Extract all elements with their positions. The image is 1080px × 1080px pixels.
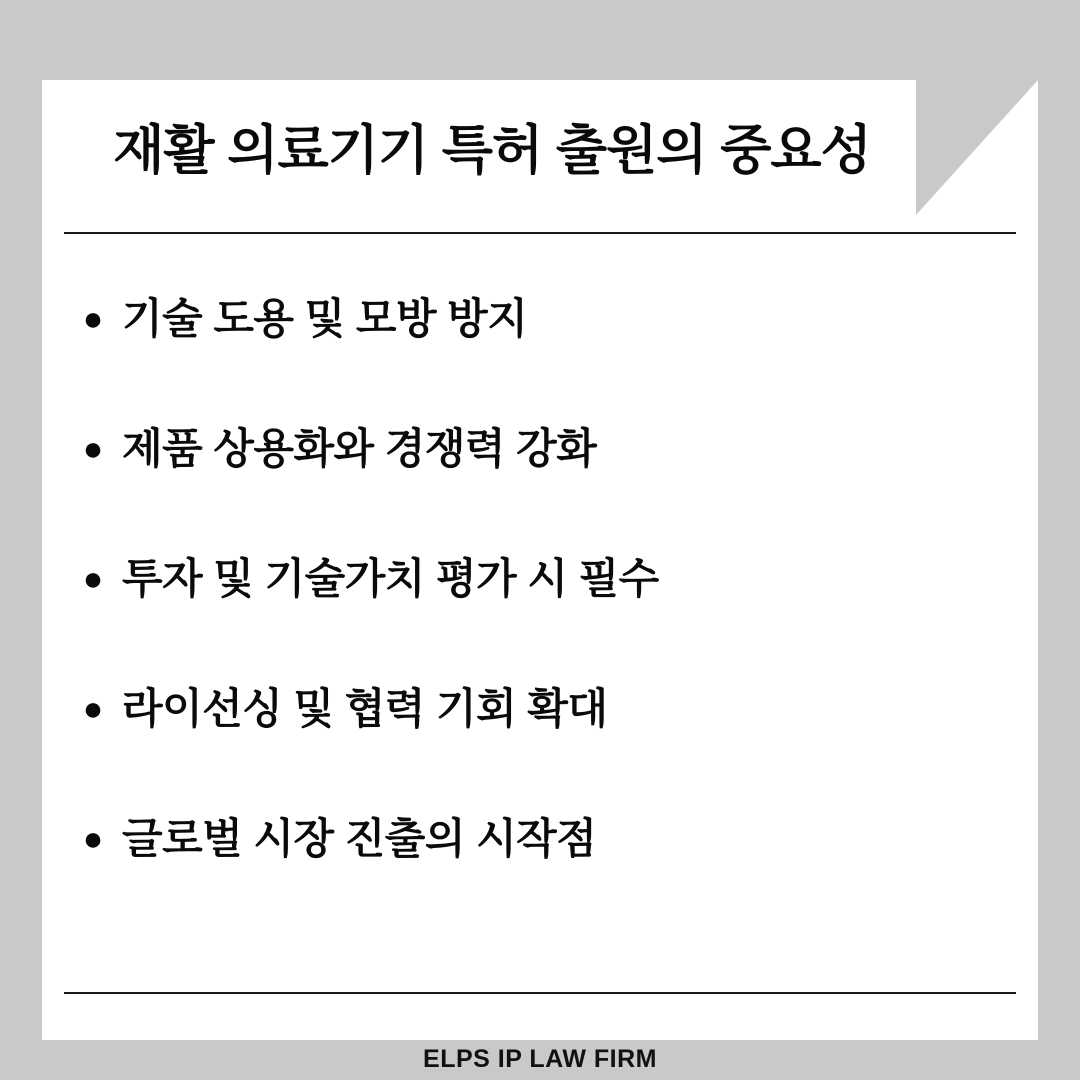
list-item-label: 라이선싱 및 협력 기회 확대: [122, 685, 608, 732]
bullet-dot-icon: ●: [82, 560, 104, 598]
bullet-list: [64, 290, 1014, 940]
slide-card: [42, 80, 1038, 1040]
bullet-dot-icon: ●: [82, 820, 104, 858]
list-item: [64, 420, 1014, 550]
divider-top: [64, 232, 1016, 234]
list-item: [64, 810, 1014, 940]
page-title: 재활 의료기기 특허 출원의 중요성: [113, 121, 871, 180]
list-item: [64, 680, 1014, 810]
bullet-dot-icon: ●: [82, 690, 104, 728]
list-item-label: 투자 및 기술가치 평가 시 필수: [122, 555, 659, 602]
list-item: [64, 290, 1014, 420]
divider-bottom: [64, 992, 1016, 994]
bullet-dot-icon: ●: [82, 300, 104, 338]
bullet-dot-icon: ●: [82, 430, 104, 468]
list-item-label: 기술 도용 및 모방 방지: [122, 295, 528, 342]
list-item: [64, 550, 1014, 680]
list-item-label: 글로벌 시장 진출의 시작점: [122, 815, 597, 862]
footer-brand: ELPS IP LAW FIRM: [423, 1045, 657, 1073]
list-item-label: 제품 상용화와 경쟁력 강화: [122, 425, 597, 472]
